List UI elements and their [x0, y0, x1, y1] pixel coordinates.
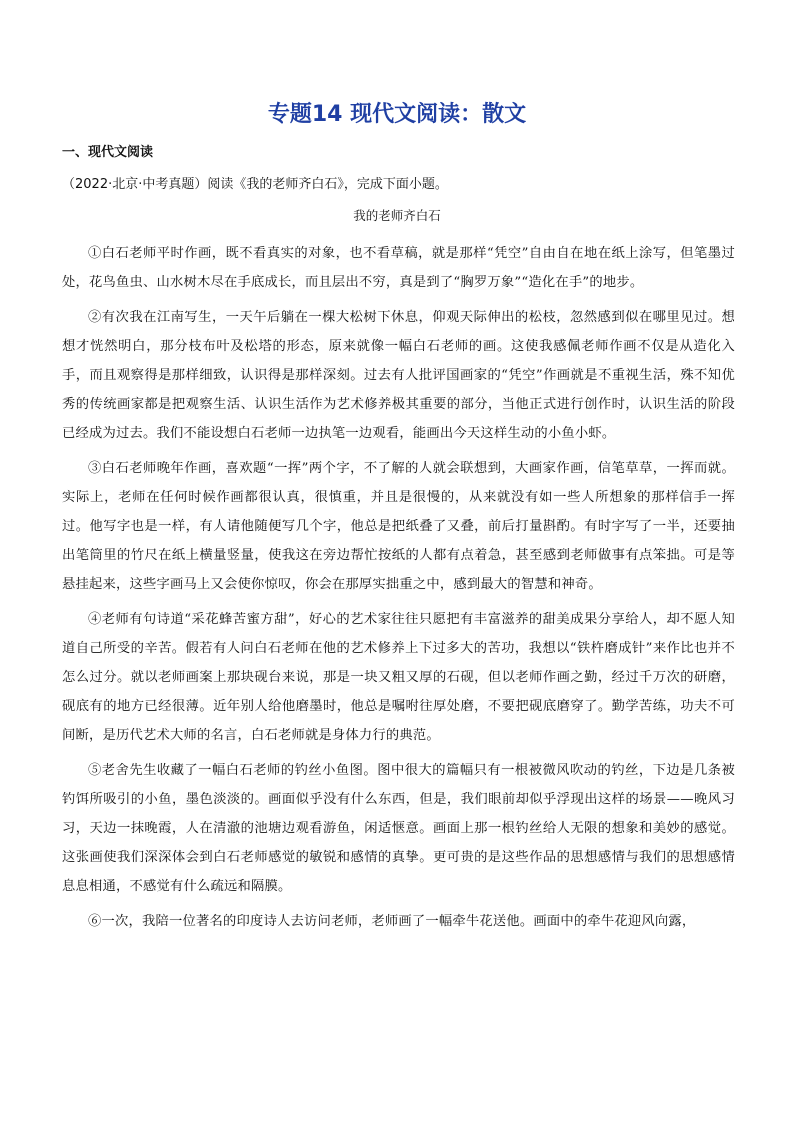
paragraph-4: ④老师有句诗道“采花蜂苦蜜方甜”，好心的艺术家往往只愿把有丰富滋养的甜美成果分享给人，却不愿人知道自己所受的辛苦。假若有人问白石老师在他的艺术修养上下过多大的苦功，我想以“铁杵磨成针”来作比也并不怎么过分。就以老师画案上那块砚台来说，那是一块又粗又厚的石砚，但以老师作画之勤，经过千万次的研磨，砚底有的地方已经很薄。近年别人给他磨墨时，他总是嘱咐往厚处磨，不要把砚底磨穿了。勤学苦练，功夫不可间断，是历代艺术大师的名言，白石老师就是身体力行的典范。	[62, 612, 735, 743]
paragraph-3: ③白石老师晚年作画，喜欢题“一挥”两个字，不了解的人就会联想到，大画家作画，信笔草草，一挥而就。实际上，老师在任何时候作画都很认真，很慎重，并且是很慢的，从来就没有如一些人所想象的那样信手一挥过。他写字也是一样，有人请他随便写几个字，他总是把纸叠了又叠，前后打量斟酌。有时字写了一半，还要抽出笔筒里的竹尺在纸上横量竖量，使我这在旁边帮忙按纸的人都有点着急，甚至感到老师做事有点笨拙。可是等悬挂起来，这些字画马上又会使你惊叹，你会在那厚实拙重之中，感到最大的智慧和神奇。	[62, 461, 735, 592]
paragraph-1: ①白石老师平时作画，既不看真实的对象，也不看草稿，就是那样“凭空”自由自在地在纸上涂写，但笔墨过处，花鸟鱼虫、山水树木尽在手底成长，而且层出不穷，真是到了“胸罗万象”“造化在手”的地步。	[62, 246, 735, 290]
section-heading: 一、现代文阅读	[62, 145, 154, 160]
paragraph-6: ⑥一次，我陪一位著名的印度诗人去访问老师，老师画了一幅牵牛花送他。画面中的牵牛花迎风向露，	[88, 914, 696, 929]
paragraph-2: ②有次我在江南写生，一天午后躺在一棵大松树下休息，仰观天际伸出的松枝，忽然感到似在哪里见过。想想才恍然明白，那分枝布叶及松塔的形态，原来就像一幅白石老师的画。这使我感佩老师作画不仅是从造化入手，而且观察得是那样细致，认识得是那样深刻。过去有人批评国画家的“凭空”作画就是不重视生活，殊不知优秀的传统画家都是把观察生活、认识生活作为艺术修养极其重要的部分，当他正式进行创作时，认识生活的阶段已经成为过去。我们不能设想白石老师一边执笔一边观看，能画出今天这样生动的小鱼小虾。	[62, 310, 735, 441]
page-title: 专题14 现代文阅读：散文	[267, 102, 527, 127]
paragraph-5: ⑤老舍先生收藏了一幅白石老师的钓丝小鱼图。图中很大的篇幅只有一根被微风吹动的钓丝，下边是几条被钓饵所吸引的小鱼，墨色淡淡的。画面似乎没有什么东西，但是，我们眼前却似乎浮现出这样的场景——晚风习习，天边一抹晚霞，人在清澈的池塘边观看游鱼，闲适惬意。画面上那一根钓丝给人无限的想象和美妙的感觉。这张画使我们深深体会到白石老师感觉的敏锐和感情的真挚。更可贵的是这些作品的思想感情与我们的思想感情息息相通，不感觉有什么疏远和隔膜。	[62, 763, 735, 894]
question-intro: （2022·北京·中考真题）阅读《我的老师齐白石》，完成下面小题。	[62, 177, 448, 192]
article-title: 我的老师齐白石	[353, 208, 441, 223]
article-body	[62, 239, 735, 942]
